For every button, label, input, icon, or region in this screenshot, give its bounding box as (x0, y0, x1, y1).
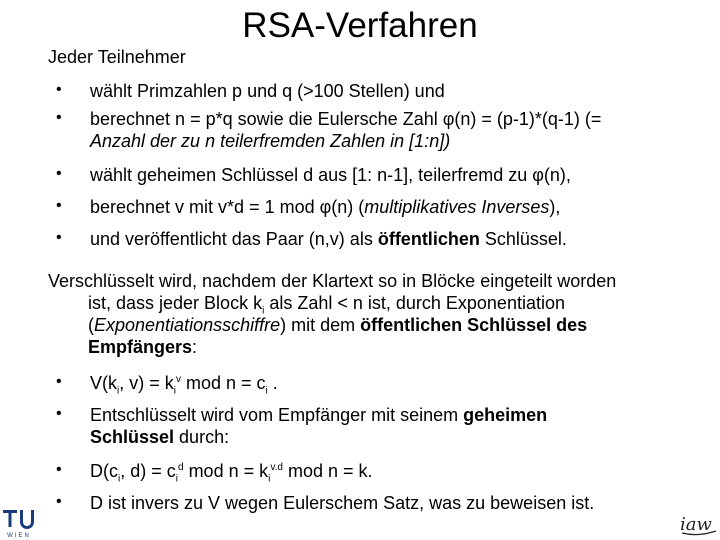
list-item: • berechnet v mit v*d = 1 mod φ(n) (multiplikatives Inverses), (56, 197, 561, 217)
bullet-icon: • (56, 109, 62, 126)
bullet-list-top (48, 80, 688, 250)
bullet-icon: • (56, 405, 62, 422)
svg-text:iaw: iaw (680, 514, 712, 535)
svg-text:WIEN: WIEN (7, 533, 31, 539)
slide-title: RSA-Verfahren (242, 6, 478, 45)
bullet-icon: • (56, 373, 62, 390)
list-item: • $D(c_i$, $d) = c_i^d$ mod $n = k_i^{v.d}$ mod n = k. (56, 461, 373, 485)
list-item: • D ist invers zu V wegen Eulerschem Satz, was zu beweisen ist. (56, 493, 595, 513)
bullet-icon: • (56, 81, 62, 98)
list-item: • berechnet n = p*q sowie die Eulersche Zahl φ(n) = (p-1)*(q-1) (= Anzahl der zu n teilerfremden Zahlen in [1:n]) (56, 109, 602, 151)
bullet-icon: • (56, 165, 62, 182)
bullet-list-bottom (48, 372, 688, 514)
intro-text: Jeder Teilnehmer (48, 47, 186, 67)
list-item: • $V(k_i$, $v) = k_i^v$ mod $n = c_i$ . (56, 373, 278, 397)
bullet-icon: • (56, 493, 62, 510)
iaw-logo (678, 508, 718, 538)
list-item: • und veröffentlicht das Paar (n,v) als öffentlichen Schlüssel. (56, 229, 567, 249)
bullet-icon: • (56, 197, 62, 214)
list-item: • wählt Primzahlen p und q (>100 Stellen) und (56, 81, 445, 101)
bullet-icon: • (56, 229, 62, 246)
list-item: • Entschlüsselt wird vom Empfänger mit seinem geheimen Schlüssel durch: (56, 405, 548, 447)
tu-wien-logo (2, 508, 36, 540)
list-item: • wählt geheimen Schlüssel d aus [1: n-1], teilerfremd zu φ(n), (56, 165, 571, 185)
encryption-paragraph: Verschlüsselt wird, nachdem der Klartext so in Blöcke eingeteilt worden ist, dass jeder Block $k_i$ als Zahl < n ist, durch Exponentiation (Exponentiationsschiffre) mit dem öffentlichen Schlüssel des Empfängers: (48, 271, 617, 357)
bullet-icon: • (56, 461, 62, 478)
